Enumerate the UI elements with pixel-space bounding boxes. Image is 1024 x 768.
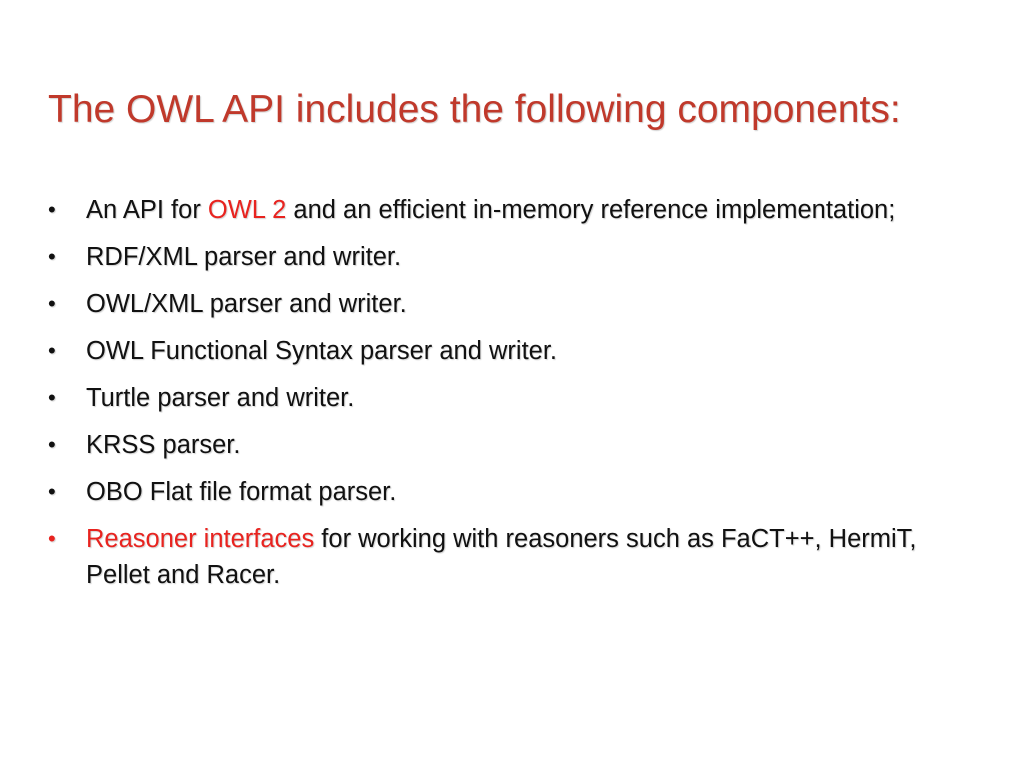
bullet-highlight-reasoner: Reasoner interfaces xyxy=(86,525,315,553)
bullet-text-before: An API for xyxy=(86,196,208,224)
bullet-list xyxy=(48,192,918,604)
bullet-icon: • xyxy=(48,197,56,222)
bullet-item-owl2-api xyxy=(48,192,918,228)
bullet-item-rdf-xml xyxy=(48,239,918,275)
bullet-item-functional-syntax xyxy=(48,333,918,369)
bullet-icon: • xyxy=(48,291,56,316)
bullet-text: RDF/XML parser and writer. xyxy=(86,243,402,271)
bullet-icon: • xyxy=(48,244,56,269)
bullet-text: OWL Functional Syntax parser and writer. xyxy=(86,337,558,365)
bullet-text: OWL/XML parser and writer. xyxy=(86,290,407,318)
slide-title: The OWL API includes the following components: xyxy=(48,88,901,131)
bullet-text: OBO Flat file format parser. xyxy=(86,478,397,506)
bullet-icon: • xyxy=(48,479,56,504)
bullet-item-turtle xyxy=(48,380,918,416)
bullet-icon: • xyxy=(48,385,56,410)
bullet-icon: • xyxy=(48,338,56,363)
bullet-icon: • xyxy=(48,432,56,457)
bullet-item-krss xyxy=(48,427,918,463)
bullet-text-after: and an efficient in-memory reference implementation; xyxy=(286,196,896,224)
bullet-text: KRSS parser. xyxy=(86,431,241,459)
bullet-text: Turtle parser and writer. xyxy=(86,384,355,412)
bullet-item-obo-flat xyxy=(48,474,918,510)
bullet-item-owl-xml xyxy=(48,286,918,322)
bullet-highlight-owl2: OWL 2 xyxy=(207,196,287,224)
bullet-text-after: for working with reasoners such as FaCT++, HermiT, Pellet and Racer. xyxy=(86,525,917,589)
bullet-item-reasoner-interfaces xyxy=(48,521,918,593)
bullet-icon: • xyxy=(48,526,56,551)
